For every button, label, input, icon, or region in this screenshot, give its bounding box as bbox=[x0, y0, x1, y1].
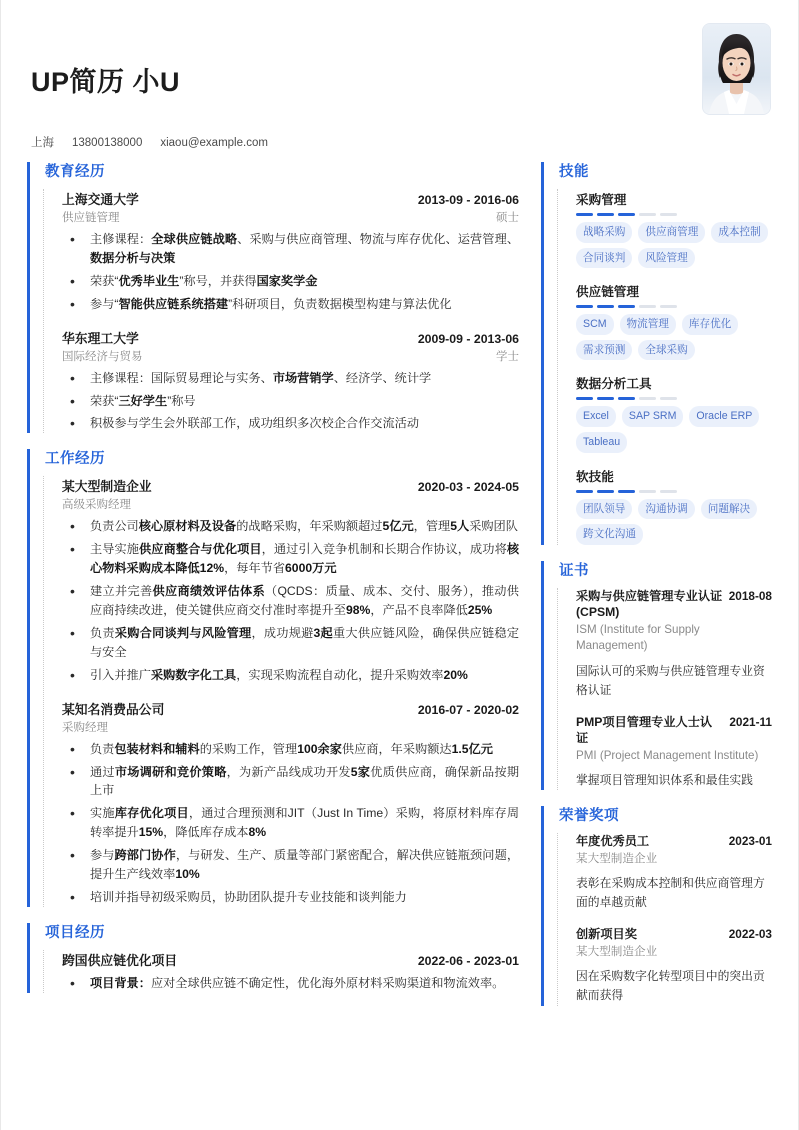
skill-group bbox=[576, 373, 772, 452]
certificate-org: ISM (Institute for Supply Management) bbox=[576, 622, 700, 653]
contact-email: xiaou@example.com bbox=[160, 137, 268, 149]
certificate-desc: 国际认可的采购与供应链管理专业资格认证 bbox=[576, 663, 765, 697]
rating-segment bbox=[618, 397, 635, 400]
section-title-work: 工作经历 bbox=[45, 451, 105, 468]
work-entry bbox=[62, 476, 519, 684]
list-item: • 建立并完善供应商绩效评估体系（QCDS：质量、成本、交付、服务），推动供应商持续改进，使关键供应商交付准时率提升至98%，产品不良率降低25% bbox=[62, 582, 519, 620]
education-entry bbox=[62, 328, 519, 434]
honor-title: 创新项目奖 bbox=[576, 927, 637, 942]
certificate-title: PMP项目管理专业人士认证 bbox=[576, 714, 713, 746]
education-bullets bbox=[62, 230, 519, 314]
skill-tag: 沟通协调 bbox=[638, 499, 694, 520]
skill-tag: Tableau bbox=[576, 432, 627, 453]
skill-group-name: 供应链管理 bbox=[576, 285, 639, 300]
section-title-skills: 技能 bbox=[559, 164, 589, 180]
list-item: • 引入并推广采购数字化工具，实现采购流程自动化，提升采购效率20% bbox=[62, 666, 519, 685]
list-item: • 项目背景：应对全球供应链不确定性，优化海外原材料采购渠道和物流效率。 bbox=[62, 974, 519, 993]
list-item: • 主修课程：全球供应链战略、采购与供应商管理、物流与库存优化、运营管理、数据分析与决策 bbox=[62, 230, 519, 268]
skill-tag: 战略采购 bbox=[576, 222, 632, 243]
rating-segment bbox=[597, 305, 614, 308]
skill-tag: 需求预测 bbox=[576, 340, 632, 361]
skill-group-name: 软技能 bbox=[576, 469, 614, 484]
rating-segment bbox=[576, 397, 593, 400]
skill-tag: SAP SRM bbox=[622, 406, 684, 427]
skill-tags bbox=[576, 499, 772, 545]
project-entry bbox=[62, 950, 519, 993]
skill-tag: Excel bbox=[576, 406, 616, 427]
rating-segment bbox=[660, 490, 677, 493]
certificate-title: 采购与供应链管理专业认证 (CPSM) bbox=[576, 588, 723, 620]
list-item: • 培训并指导初级采购员，协助团队提升专业技能和谈判能力 bbox=[62, 888, 519, 907]
rating-segment bbox=[576, 305, 593, 308]
section-projects bbox=[27, 921, 519, 993]
skill-tag: 风险管理 bbox=[638, 248, 694, 269]
skill-group bbox=[576, 189, 772, 268]
certificate-date: 2018-08 bbox=[728, 588, 772, 603]
rating-segment bbox=[639, 397, 656, 400]
work-bullets bbox=[62, 740, 519, 907]
honor-title: 年度优秀员工 bbox=[576, 834, 650, 849]
skill-tags bbox=[576, 222, 772, 268]
rating-segment bbox=[597, 397, 614, 400]
certificate-date: 2021-11 bbox=[729, 714, 772, 729]
job-position: 高级采购经理 bbox=[62, 499, 131, 512]
resume-body bbox=[1, 160, 798, 1020]
skill-group bbox=[576, 281, 772, 360]
list-item: • 参与跨部门协作，与研发、生产、质量等部门紧密配合，解决供应链瓶颈问题，提升生产线效率10% bbox=[62, 846, 519, 884]
company-name: 某知名消费品公司 bbox=[62, 701, 165, 717]
contact-row bbox=[31, 134, 768, 150]
section-work-experience bbox=[27, 447, 519, 907]
section-honors bbox=[541, 804, 772, 1005]
skill-tag: 问题解决 bbox=[701, 499, 757, 520]
education-date: 2009-09 - 2013-06 bbox=[417, 331, 519, 346]
skill-tag: 团队领导 bbox=[576, 499, 632, 520]
education-bullets bbox=[62, 369, 519, 434]
honor-date: 2022-03 bbox=[728, 927, 772, 942]
honor-item bbox=[576, 833, 772, 912]
honor-date: 2023-01 bbox=[728, 834, 772, 849]
honor-item bbox=[576, 926, 772, 1005]
portrait-photo-icon bbox=[703, 24, 770, 114]
job-position: 采购经理 bbox=[62, 721, 108, 734]
rating-segment bbox=[576, 213, 593, 216]
list-item: • 荣获“优秀毕业生”称号，并获得国家奖学金 bbox=[62, 272, 519, 291]
list-item: • 负责采购合同谈判与风险管理，成功规避3起重大供应链风险，确保供应链稳定与安全 bbox=[62, 624, 519, 662]
list-item: • 负责包装材料和辅料的采购工作，管理100余家供应商，年采购额达1.5亿元 bbox=[62, 740, 519, 759]
honor-desc: 因在采购数字化转型项目中的突出贡献而获得 bbox=[576, 969, 765, 1003]
rating-segment bbox=[660, 397, 677, 400]
skill-rating bbox=[576, 305, 772, 308]
rating-segment bbox=[639, 213, 656, 216]
education-entry bbox=[62, 189, 519, 314]
school-name: 上海交通大学 bbox=[62, 192, 139, 207]
list-item: • 实施库存优化项目，通过合理预测和JIT（Just In Time）采购，将原材料库存周转率提升15%，降低库存成本8% bbox=[62, 804, 519, 842]
section-title-honors: 荣誉奖项 bbox=[559, 808, 619, 825]
skill-tag: 物流管理 bbox=[620, 314, 676, 335]
certificate-desc: 掌握项目管理知识体系和最佳实践 bbox=[576, 773, 753, 788]
rating-segment bbox=[618, 213, 635, 216]
skill-rating bbox=[576, 490, 772, 493]
section-education bbox=[27, 160, 519, 433]
work-date: 2016-07 - 2020-02 bbox=[417, 702, 519, 717]
contact-location: 上海 bbox=[31, 137, 54, 149]
skill-tag: 成本控制 bbox=[711, 222, 767, 243]
contact-phone: 13800138000 bbox=[72, 137, 143, 149]
certificate-org: PMI (Project Management Institute) bbox=[576, 748, 759, 762]
rating-segment bbox=[618, 490, 635, 493]
work-bullets bbox=[62, 517, 519, 684]
honor-org: 某大型制造企业 bbox=[576, 944, 658, 958]
project-bullets bbox=[62, 974, 519, 993]
skill-tag: Oracle ERP bbox=[689, 406, 759, 427]
project-date: 2022-06 - 2023-01 bbox=[417, 953, 519, 968]
rating-segment bbox=[660, 213, 677, 216]
degree: 硕士 bbox=[496, 212, 519, 224]
school-name: 华东理工大学 bbox=[62, 330, 139, 346]
rating-segment bbox=[597, 213, 614, 216]
main-column bbox=[27, 160, 519, 1007]
certificate-item bbox=[576, 588, 772, 700]
certificate-item bbox=[576, 714, 772, 791]
list-item: • 荣获“三好学生”称号 bbox=[62, 392, 519, 411]
degree: 学士 bbox=[496, 350, 519, 363]
rating-segment bbox=[660, 305, 677, 308]
list-item: • 通过市场调研和竞价策略，为新产品线成功开发5家优质供应商，确保新品按期上市 bbox=[62, 763, 519, 801]
rating-segment bbox=[639, 490, 656, 493]
avatar bbox=[703, 24, 770, 114]
skill-tag: SCM bbox=[576, 314, 614, 335]
work-entry bbox=[62, 699, 519, 907]
major: 供应链管理 bbox=[62, 212, 120, 224]
skill-tag: 全球采购 bbox=[638, 340, 694, 361]
skill-group-name: 数据分析工具 bbox=[576, 377, 652, 392]
section-skills bbox=[541, 160, 772, 545]
skill-rating bbox=[576, 213, 772, 216]
rating-segment bbox=[597, 490, 614, 493]
rating-segment bbox=[576, 490, 593, 493]
honor-desc: 表彰在采购成本控制和供应商管理方面的卓越贡献 bbox=[576, 876, 765, 910]
rating-segment bbox=[618, 305, 635, 308]
list-item: • 负责公司核心原材料及设备的战略采购，年采购额超过5亿元，管理5人采购团队 bbox=[62, 517, 519, 536]
rating-segment bbox=[639, 305, 656, 308]
page-title: UP简历 小U bbox=[31, 67, 181, 97]
section-title-education: 教育经历 bbox=[45, 164, 105, 180]
major: 国际经济与贸易 bbox=[62, 350, 143, 363]
skill-group bbox=[576, 466, 772, 545]
skill-tag: 库存优化 bbox=[682, 314, 738, 335]
skill-rating bbox=[576, 397, 772, 400]
resume-header bbox=[1, 0, 798, 160]
list-item: • 参与“智能供应链系统搭建”科研项目，负责数据模型构建与算法优化 bbox=[62, 295, 519, 314]
work-date: 2020-03 - 2024-05 bbox=[417, 480, 519, 495]
skill-group-name: 采购管理 bbox=[576, 193, 627, 207]
education-date: 2013-09 - 2016-06 bbox=[417, 193, 519, 207]
skill-tag: 合同谈判 bbox=[576, 248, 632, 269]
project-name: 跨国供应链优化项目 bbox=[62, 952, 178, 968]
side-column bbox=[541, 160, 772, 1020]
list-item: • 积极参与学生会外联部工作，成功组织多次校企合作交流活动 bbox=[62, 414, 519, 433]
skill-tag: 跨文化沟通 bbox=[576, 524, 643, 545]
skill-tags bbox=[576, 314, 772, 360]
skill-tags bbox=[576, 406, 772, 452]
honor-org: 某大型制造企业 bbox=[576, 851, 658, 865]
skill-tag: 供应商管理 bbox=[638, 222, 705, 243]
section-certificates bbox=[541, 559, 772, 791]
list-item: • 主修课程：国际贸易理论与实务、市场营销学、经济学、统计学 bbox=[62, 369, 519, 388]
section-title-projects: 项目经历 bbox=[45, 924, 105, 941]
list-item: • 主导实施供应商整合与优化项目，通过引入竞争机制和长期合作协议，成功将核心物料采购成本降低12%，每年节省6000万元 bbox=[62, 540, 519, 578]
company-name: 某大型制造企业 bbox=[62, 479, 152, 495]
section-title-certificates: 证书 bbox=[559, 562, 589, 579]
